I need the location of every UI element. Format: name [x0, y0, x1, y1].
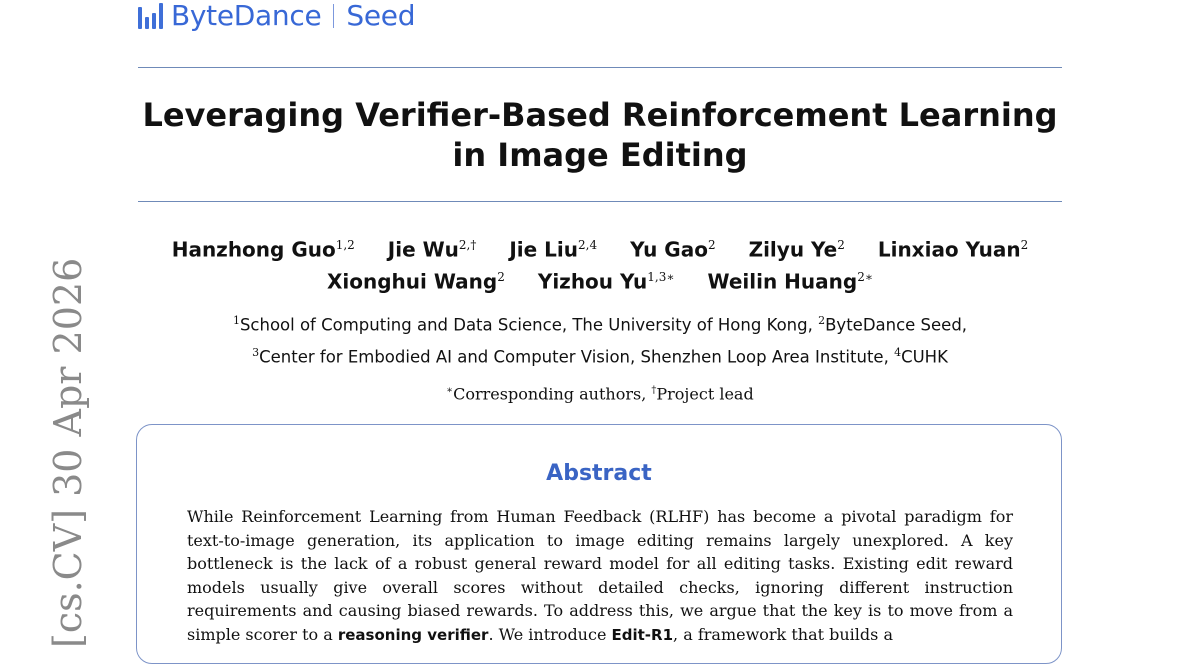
title-bottom-rule — [138, 201, 1062, 202]
author: Hanzhong Guo$^{1,2}$ — [171, 237, 355, 262]
author: Linxiao Yuan$^2$ — [877, 237, 1029, 262]
paper-title: Leveraging Verifier-Based Reinforcement Learning in Image Editing — [142, 96, 1058, 174]
logo-brand: ByteDance — [171, 0, 322, 32]
arxiv-stamp: [cs.CV] 30 Apr 2026 — [46, 257, 90, 648]
top-rule — [138, 67, 1062, 68]
abstract-text: While Reinforcement Learning from Human Feedback (RLHF) has become a pivotal paradigm for text-to-image generation, its application to image editing remains largely unexplored. A key bottleneck is the lack of a robust general reward model for all editing tasks. Existing edit reward models usually give overall scores without detailed checks, ignoring different instruction requirements and causing biased rewards. To address this, we argue that the key is to move from a simple scorer to a reasoning verifier. We introduce Edit-R1, a framework that builds a — [187, 507, 1013, 644]
author: Jie $Wu^{2,\dagger}$ — [387, 237, 477, 262]
bytedance-seed-logo — [138, 0, 415, 32]
author: Weilin Huang$^{2∗}$ — [707, 269, 874, 294]
author-list — [140, 232, 1060, 295]
abstract-box — [136, 424, 1062, 664]
author: Xionghui Wang$^2$ — [326, 269, 505, 294]
author: Zilyu Ye$^2$ — [748, 237, 845, 262]
author: Yizhou $Yu^{1,3∗}$ — [537, 269, 675, 294]
affiliations: $^1$School of Computing and Data Science, The University of Hong Kong, $^2$ByteDance Seed, $^3$Center for Embodied AI and Computer Vision, Shenzhen Loop Area Institute, $^4$CUHK — [232, 314, 968, 366]
logo-product: Seed — [346, 0, 416, 32]
logo-divider — [333, 4, 334, 28]
author: Yu Gao$^2$ — [630, 237, 716, 262]
abstract-heading: Abstract — [546, 461, 652, 486]
author-notes: ∗Corresponding authors, †Project lead — [446, 384, 754, 404]
author: Jie Liu$^{2,4}$ — [509, 237, 598, 262]
bytedance-bars-icon — [138, 3, 163, 29]
